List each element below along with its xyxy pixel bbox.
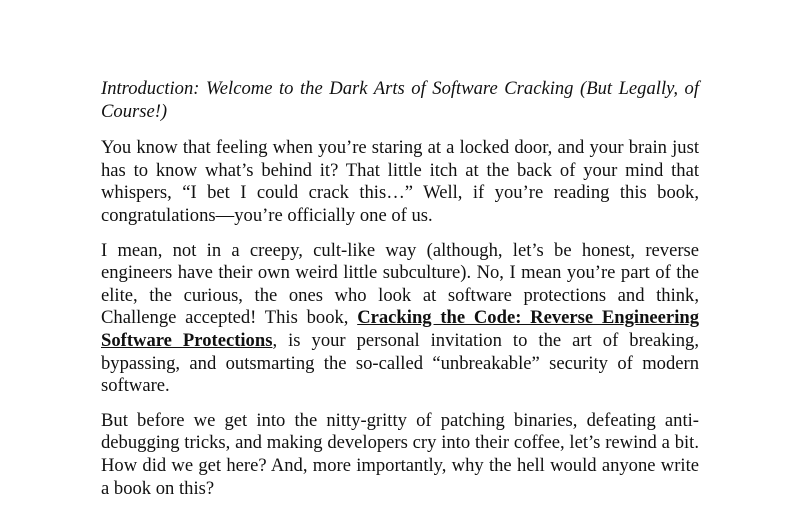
paragraph-2 — [101, 240, 699, 398]
book-title: Cracking the Code: Reverse Engineering Software Protections — [101, 307, 699, 351]
paragraph-2-text-before: I mean, not in a creepy, cult-like way (although, let’s be honest, reverse engineers have their own weird little subculture). No, I mean you’re part of the elite, the curious, the ones who look at software protections and think, Challenge accepted! This book, — [101, 239, 699, 329]
document-page — [101, 78, 699, 512]
chapter-heading: Introduction: Welcome to the Dark Arts of Software Cracking (But Legally, of Course!) — [101, 78, 699, 122]
paragraph-3: But before we get into the nitty-gritty of patching binaries, defeating anti-debugging tricks, and making developers cry into their coffee, let’s rewind a bit. How did we get here? And, more importantly, why the hell would anyone write a book on this? — [101, 409, 699, 499]
paragraph-2-text-after: , is your personal invitation to the art of breaking, bypassing, and outsmarting the so-called “unbreakable” security of modern software. — [101, 329, 699, 397]
paragraph-1: You know that feeling when you’re staring at a locked door, and your brain just has to know what’s behind it? That little itch at the back of your mind that whispers, “I bet I could crack this…” Well, if you’re reading this book, congratulations—you’re officially one of us. — [101, 137, 699, 226]
